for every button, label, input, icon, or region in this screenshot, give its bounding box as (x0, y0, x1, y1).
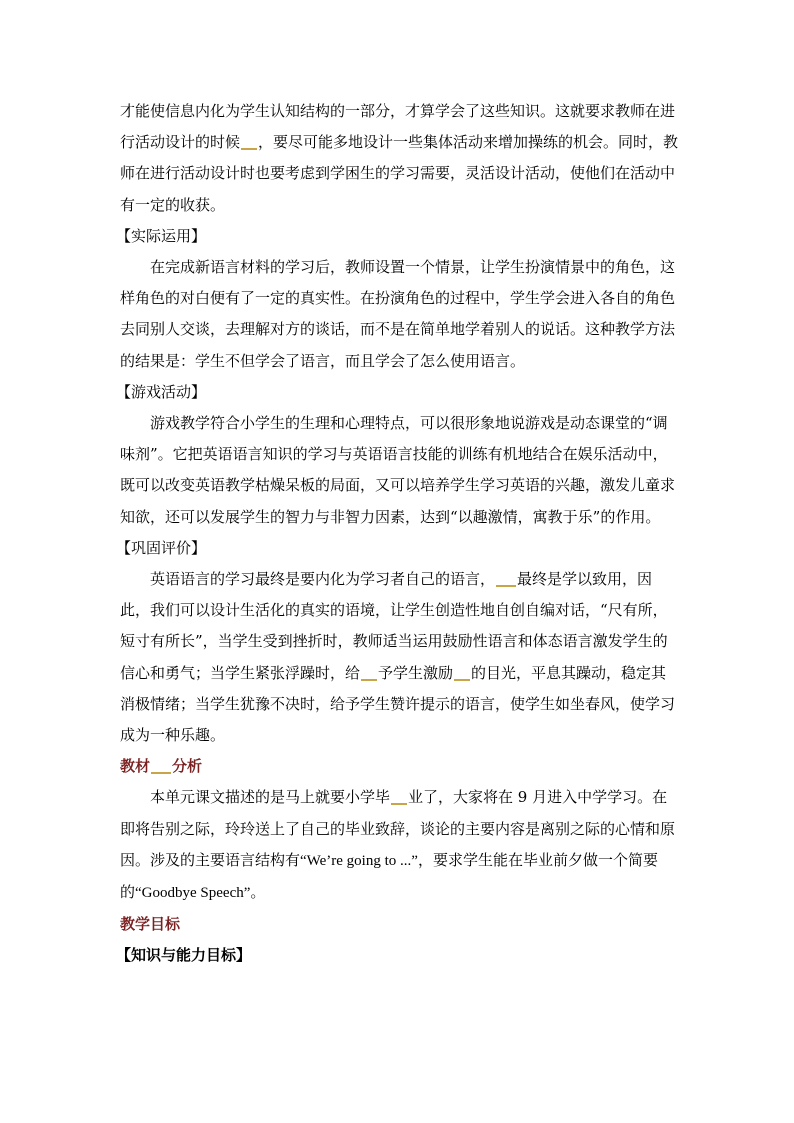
paragraph-activity-design (120, 96, 680, 221)
text-span: 教材 (120, 757, 151, 776)
paragraph-practical-use: 在完成新语言材料的学习后，教师设置一个情景，让学生扮演情景中的角色，这样角色的对白便有了一定的真实性。在扮演角色的过程中，学生学会进入各自的角色去同别人交谈，去理解对方的谈话，而不是在简单地学着别人的说话。这种教学方法的结果是：学生不但学会了语言，而且学会了怎么使用语言。 (120, 258, 676, 370)
text-span: 本单元课文描述的是马上就要小学毕 (150, 788, 391, 807)
heading-material-analysis (120, 751, 680, 782)
text-span: 最终是学以致用，因此，我们可以设计生活化的真实的语境，让学生创造性地自创自编对话，“尺有所，短寸有所长”，当学生受到挫折时，教师适当运用鼓励性语言和体态语言激发学生的信心和勇气；当学生紧张浮躁时，给 (120, 570, 668, 682)
paragraph-consolidation (120, 564, 680, 751)
highlight-mark (361, 679, 377, 681)
highlight-mark (151, 772, 171, 774)
highlight-mark (241, 148, 257, 150)
text-span: 的目光，平息其躁动，稳定其消极情绪；当学生犹豫不决时，给予学生赞许提示的语言，使学生如坐春风，使学习成为一种乐趣。 (120, 663, 676, 745)
paragraph-material-analysis (120, 782, 680, 909)
heading-knowledge-ability-goals: 【知识与能力目标】 (116, 946, 252, 965)
text-span: 业了，大家将在 9 月进入中学学习。在即将告别之际，玲玲送上了自己的毕业致辞，谈论的主要内容是离别之际的心情和原因。涉及的主要语言结构有 (120, 788, 676, 869)
text-span: 才能使信息内化为学生认知结构的一部分，才算学会了这些知识。这就要求教师在进行活动设计的时候 (120, 102, 676, 152)
text-span: ，要尽可能多地设计一些集体活动来增加操练的机会。同时，教师在进行活动设计时也要考虑到学困生的学习需要，灵活设计活动，使他们在活动中有一定的收获。 (120, 133, 679, 214)
text-span: 英语语言的学习最终是要内化为学习者自己的语言， (150, 570, 496, 589)
heading-game-activity: 【游戏活动】 (116, 382, 207, 401)
text-span: ，要求学生能在毕业前夕做一个简要的 (120, 850, 658, 902)
text-span: “We’re going to ...” (300, 852, 418, 869)
text-span: 分析 (172, 757, 203, 776)
heading-practical-use: 【实际运用】 (116, 226, 207, 245)
highlight-mark (391, 803, 407, 805)
heading-teaching-goals: 教学目标 (120, 915, 181, 934)
document-page (116, 96, 680, 972)
heading-consolidation: 【巩固评价】 (116, 538, 207, 557)
text-span: “Goodbye Speech” (135, 885, 251, 902)
text-span: 予学生激励 (378, 663, 454, 682)
text-span: 。 (250, 883, 266, 902)
paragraph-game-activity: 游戏教学符合小学生的生理和心理特点，可以很形象地说游戏是动态课堂的“调味剂”。它把英语语言知识的学习与英语语言技能的训练有机地结合在娱乐活动中，既可以改变英语教学枯燥呆板的局面，又可以培养学生学习英语的兴趣，激发儿童求知欲，还可以发展学生的智力与非智力因素，达到“以趣激情，寓教于乐”的作用。 (120, 414, 676, 526)
highlight-mark (454, 679, 470, 681)
highlight-mark (496, 585, 516, 587)
